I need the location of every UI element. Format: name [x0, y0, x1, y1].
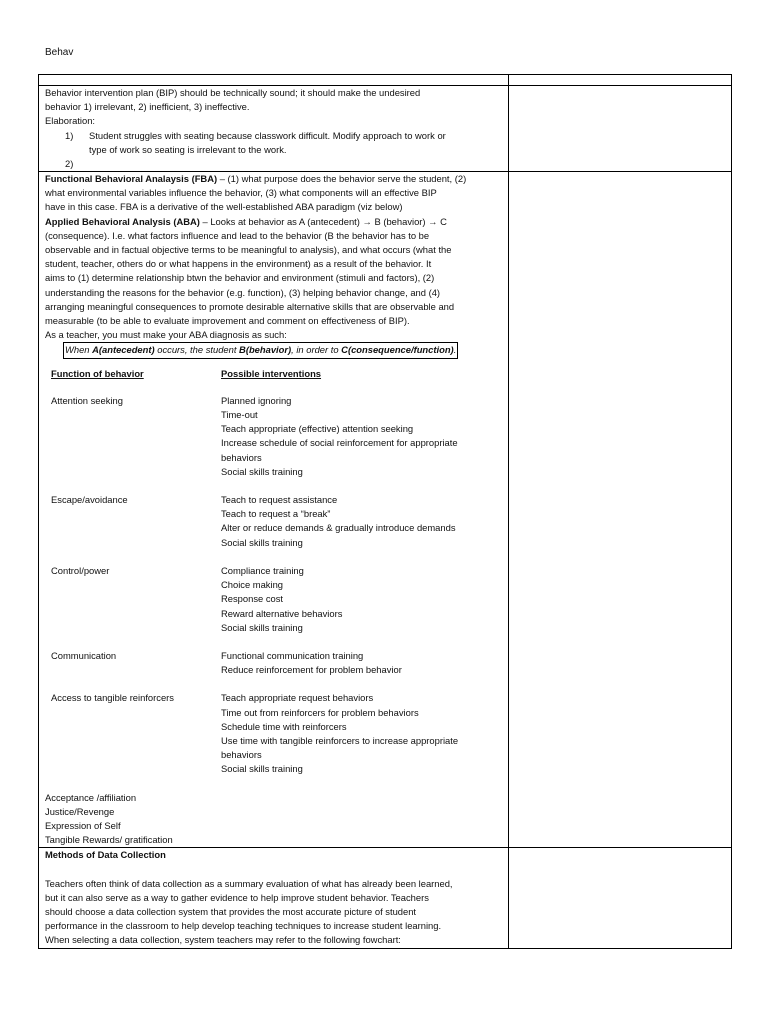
fba-title: Functional Behavioral Analaysis (FBA) [45, 173, 218, 185]
aba-text: arranging meaningful consequences to promote desirable alternative skills that are observable and [45, 300, 455, 312]
list-item [45, 157, 504, 171]
intervention-item: Schedule time with reinforcers [221, 720, 347, 732]
intervention-list [221, 691, 501, 776]
list-item-text: Student struggles with seating because classwork difficult. Modify approach to work or [89, 129, 446, 141]
intervention-list [221, 493, 501, 550]
intervention-item: Alter or reduce demands & gradually introduce demands [221, 522, 456, 534]
aba-text: observable and in factual objective terms to be meaningful to analysis), and what occurs (what the [45, 244, 452, 256]
intervention-item: Teach to request a “break” [221, 508, 331, 520]
table-cell [509, 172, 732, 848]
intervention-item: Reward alternative behaviors [221, 607, 343, 619]
bip-line: behavior 1) irrelevant, 2) inefficient, 3) ineffective. [45, 101, 250, 113]
intervention-item: Teach to request assistance [221, 494, 338, 506]
intervention-item: Use time with tangible reinforcers to increase appropriate [221, 734, 459, 746]
data-collection-text: When selecting a data collection, system teachers may refer to the following fowchart: [45, 934, 401, 946]
list-item-text: type of work so seating is irrelevant to the work. [89, 143, 287, 155]
table-cell [509, 75, 732, 86]
list-item-text [89, 157, 504, 171]
function-label: Control/power [51, 564, 110, 576]
function-label: Attention seeking [51, 394, 123, 406]
fba-text: have in this case. FBA is a derivative of the well-established ABA paradigm (viz below) [45, 201, 403, 213]
data-collection-text: Teachers often think of data collection as a summary evaluation of what has already been learned, [45, 877, 453, 889]
formula-text: When [65, 344, 93, 356]
aba-formula-box [63, 342, 458, 358]
fba-text: what environmental variables influence the behavior, (3) what components will an effective BIP [45, 187, 437, 199]
spacer [45, 863, 504, 877]
table-cell [509, 848, 732, 948]
intervention-item: Teach appropriate (effective) attention seeking [221, 423, 414, 435]
intervention-item: behaviors [221, 749, 262, 761]
function-item: Acceptance /affiliation [45, 791, 137, 803]
data-collection-title: Methods of Data Collection [45, 849, 166, 861]
formula-text: . [453, 344, 457, 356]
list-item [45, 129, 504, 157]
aba-text: – Looks at behavior as A (antecedent) → B (behavior) → C [199, 215, 447, 227]
column-header: Function of behavior [51, 367, 144, 379]
function-label: Communication [51, 649, 117, 661]
bip-line: Behavior intervention plan (BIP) should be technically sound; it should make the undesired [45, 87, 421, 98]
aba-text: measurable (to be able to evaluate improvement and comment on effectiveness of BIP). [45, 315, 410, 327]
data-collection-text: performance in the classroom to help develop teaching techniques to increase student learning. [45, 920, 442, 932]
function-label: Escape/avoidance [51, 494, 128, 506]
fba-paragraph [45, 172, 504, 186]
table-row [39, 172, 732, 848]
formula-term: B(behavior) [239, 344, 292, 356]
data-collection-text: but it can also serve as a way to gather evidence to help improve student behavior. Teachers [45, 891, 429, 903]
bip-cell [39, 86, 509, 172]
document-header: Behav [45, 47, 74, 58]
notes-table [38, 74, 732, 949]
intervention-item: Social skills training [221, 465, 303, 477]
formula-text: , in order to [291, 344, 342, 356]
intervention-item: Time-out [221, 409, 258, 421]
intervention-item: Social skills training [221, 621, 303, 633]
aba-text: As a teacher, you must make your ABA diagnosis as such: [45, 329, 287, 341]
intervention-item: Compliance training [221, 564, 304, 576]
formula-term: C(consequence/function) [341, 344, 454, 356]
aba-text: student, teacher, others do or what happens in the environment) as a result of the behavior. It [45, 258, 432, 270]
intervention-item: Choice making [221, 579, 284, 591]
fba-cell [39, 172, 509, 848]
table-cell [39, 75, 509, 86]
function-item: Expression of Self [45, 819, 121, 831]
elaboration-list [45, 129, 504, 171]
intervention-list [221, 564, 501, 635]
formula-term: A(antecedent) [92, 344, 155, 356]
intervention-item: Time out from reinforcers for problem behaviors [221, 706, 419, 718]
function-label: Access to tangible reinforcers [51, 692, 174, 704]
section-title [45, 848, 504, 862]
column-header: Possible interventions [221, 367, 322, 379]
intervention-item: Reduce reinforcement for problem behavior [221, 664, 402, 676]
intervention-item: Response cost [221, 593, 284, 605]
table-cell [509, 86, 732, 172]
table-row [39, 86, 732, 172]
data-collection-text: should choose a data collection system that provides the most accurate picture of student [45, 905, 417, 917]
data-collection-cell [39, 848, 509, 948]
formula-text: occurs, the student [154, 344, 240, 356]
intervention-item: Teach appropriate request behaviors [221, 692, 374, 704]
intervention-item: Planned ignoring [221, 394, 292, 406]
intervention-list [221, 394, 501, 479]
fba-text: – (1) what purpose does the behavior serve the student, (2) [217, 173, 467, 185]
intervention-item: Functional communication training [221, 649, 364, 661]
function-item: Tangible Rewards/ gratification [45, 834, 173, 846]
aba-paragraph [45, 215, 504, 229]
intervention-item: Increase schedule of social reinforcement for appropriate [221, 437, 458, 449]
intervention-item: behaviors [221, 451, 262, 463]
intervention-item: Social skills training [221, 536, 303, 548]
aba-text: aims to (1) determine relationship btwn the behavior and environment (stimuli and factors), (2) [45, 272, 435, 284]
table-row [39, 848, 732, 948]
aba-title: Applied Behavioral Analysis (ABA) [45, 215, 200, 227]
elaboration-label: Elaboration: [45, 115, 96, 127]
function-intervention-grid [51, 367, 504, 791]
aba-text: (consequence). I.e. what factors influence and lead to the behavior (B the behavior has to be [45, 229, 430, 241]
additional-functions [45, 791, 504, 848]
table-row [39, 75, 732, 86]
function-item: Justice/Revenge [45, 805, 115, 817]
list-number: 2) [65, 158, 74, 170]
intervention-item: Social skills training [221, 763, 303, 775]
aba-text: understanding the reasons for the behavior (e.g. function), (3) helping behavior change, and (4) [45, 286, 441, 298]
intervention-list [221, 649, 501, 677]
list-number: 1) [65, 129, 74, 141]
